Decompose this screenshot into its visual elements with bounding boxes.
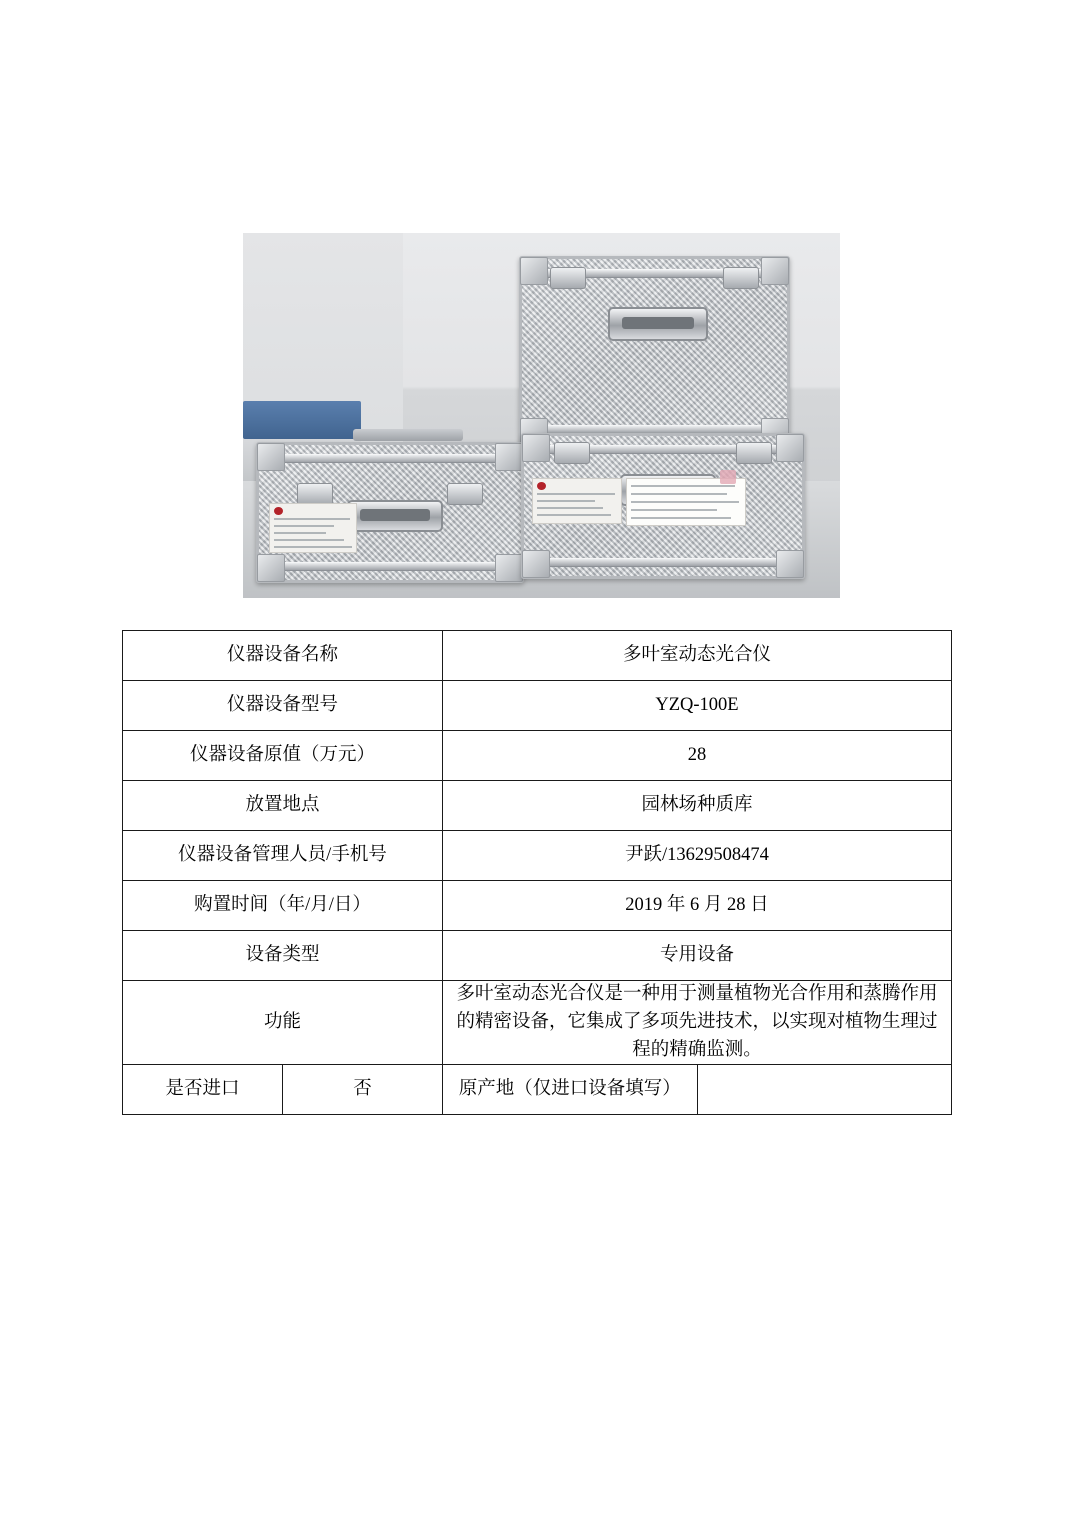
case-corner <box>776 550 804 578</box>
table-row-function <box>123 981 952 1065</box>
function-value: 多叶室动态光合仪是一种用于测量植物光合作用和蒸腾作用的精密设备，它集成了多项先进技术，以实现对植物生理过程的精确监测。 <box>443 981 952 1065</box>
label-text-line <box>537 507 603 509</box>
label-text-line <box>274 546 352 548</box>
row-label: 仪器设备型号 <box>123 681 443 731</box>
row-value: 28 <box>443 731 952 781</box>
photo-blue-cabinet <box>243 401 361 439</box>
label-logo-icon <box>537 482 546 490</box>
table-row <box>123 831 952 881</box>
label-text-line <box>631 485 735 487</box>
photo-canvas <box>243 233 840 598</box>
case-corner <box>495 554 523 582</box>
equipment-photo <box>243 233 840 598</box>
case-corner <box>520 257 548 285</box>
photo-case-upper <box>519 256 790 447</box>
row-label: 设备类型 <box>123 931 443 981</box>
case-spec-sticker <box>626 478 746 526</box>
label-text-line <box>537 493 615 495</box>
label-text-line <box>631 509 717 511</box>
origin-value <box>697 1065 952 1115</box>
case-label-sticker <box>269 503 357 553</box>
case-latch <box>736 442 772 464</box>
case-latch <box>723 267 759 289</box>
row-value: YZQ-100E <box>443 681 952 731</box>
case-corner <box>522 434 550 462</box>
label-text-line <box>274 525 334 527</box>
table-row <box>123 931 952 981</box>
case-rail <box>524 558 802 567</box>
table-row <box>123 781 952 831</box>
case-rail <box>259 562 521 571</box>
case-label-sticker <box>532 478 622 524</box>
equipment-spec-table <box>122 630 952 1115</box>
label-text-line <box>537 514 611 516</box>
row-value: 专用设备 <box>443 931 952 981</box>
function-label: 功能 <box>123 981 443 1065</box>
case-latch <box>554 442 590 464</box>
row-label: 仪器设备管理人员/手机号 <box>123 831 443 881</box>
case-corner <box>761 257 789 285</box>
row-label: 购置时间（年/月/日） <box>123 881 443 931</box>
row-value: 2019 年 6 月 28 日 <box>443 881 952 931</box>
import-label: 是否进口 <box>123 1065 283 1115</box>
case-rail <box>259 454 521 463</box>
table-row-import <box>123 1065 952 1115</box>
label-text-line <box>274 518 350 520</box>
table-row <box>123 681 952 731</box>
origin-label: 原产地（仅进口设备填写） <box>443 1065 698 1115</box>
case-handle-bar <box>360 509 430 521</box>
table-row <box>123 731 952 781</box>
row-label: 仪器设备名称 <box>123 631 443 681</box>
case-latch <box>447 483 483 505</box>
label-text-line <box>631 501 739 503</box>
case-corner <box>257 554 285 582</box>
case-corner <box>257 443 285 471</box>
case-lid-edge <box>353 429 463 441</box>
case-handle <box>608 307 708 341</box>
label-text-line <box>537 500 595 502</box>
row-value: 多叶室动态光合仪 <box>443 631 952 681</box>
case-corner <box>776 434 804 462</box>
case-corner <box>522 550 550 578</box>
case-corner <box>495 443 523 471</box>
row-label: 放置地点 <box>123 781 443 831</box>
row-value: 尹跃/13629508474 <box>443 831 952 881</box>
case-latch <box>550 267 586 289</box>
table-row <box>123 881 952 931</box>
photo-case-left <box>256 442 524 583</box>
case-handle-bar <box>622 317 695 330</box>
row-value: 园林场种质库 <box>443 781 952 831</box>
table-row <box>123 631 952 681</box>
photo-case-right <box>521 433 805 579</box>
label-text-line <box>631 517 731 519</box>
label-logo-icon <box>274 507 283 515</box>
label-text-line <box>274 532 326 534</box>
label-text-line <box>274 539 344 541</box>
case-pink-mark <box>720 470 736 484</box>
case-latch <box>297 483 333 505</box>
label-text-line <box>631 493 727 495</box>
row-label: 仪器设备原值（万元） <box>123 731 443 781</box>
case-handle <box>347 500 443 532</box>
import-value: 否 <box>283 1065 443 1115</box>
